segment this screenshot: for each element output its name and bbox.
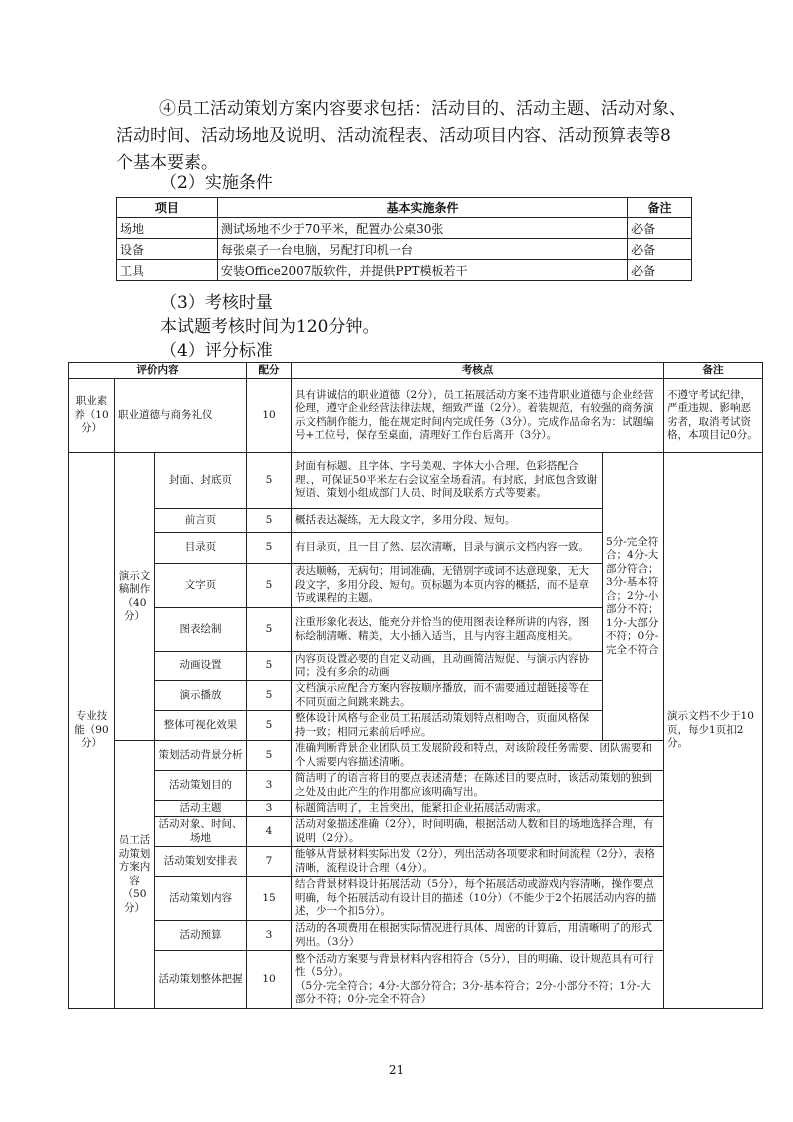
- item-score: 3: [247, 921, 292, 951]
- item-note: 演示文档不少于10页，每少1页扣2分。: [664, 453, 763, 1009]
- time-text: 本试题考核时间为120分钟。: [160, 317, 380, 337]
- item-desc: 整体设计风格与企业员工拓展活动策划特点相吻合，页面风格保持一致；相同元素前后呼应。: [292, 711, 603, 741]
- table-row: [69, 453, 763, 509]
- item-desc: 具有讲诚信的职业道德（2分），员工拓展活动方案不违背职业道德与企业经营伦理，遵守企业经营法律法规，细致严谨（2分）。着装规范，有较强的商务演示文档制作能力，能在规定时间内完成任务（3分）。完成作品命名为：试题编号+工位号，保存至桌面，清理好工作台后离开（3分）。: [292, 379, 664, 453]
- table-header-row: [117, 198, 692, 218]
- section-heading-scoring: （4）评分标准: [160, 341, 273, 361]
- item-score: 3: [247, 801, 292, 817]
- column-header: 考核点: [292, 363, 664, 379]
- cond-note: 必备: [628, 260, 692, 281]
- column-header: 备注: [628, 198, 692, 218]
- item-score: 15: [247, 877, 292, 921]
- item-name: 活动对象、时间、场地: [155, 817, 247, 847]
- item-desc: 有目录页，且一目了然、层次清晰，目录与演示文档内容一致。: [292, 533, 603, 564]
- table-row: [69, 847, 763, 877]
- item-name: 活动策划安排表: [155, 847, 247, 877]
- intro-paragraph: ④员工活动策划方案内容要求包括：活动目的、活动主题、活动对象、活动时间、活动场地及说明、活动流程表、活动项目内容、活动预算表等8个基本要素。: [116, 99, 686, 173]
- item-desc: 注重形象化表达，能充分并恰当的使用图表诠释所讲的内容，图标绘制清晰、精美，大小插入适当，且与内容主题高度相关。: [292, 608, 603, 652]
- table-row: [69, 771, 763, 801]
- item-score: 5: [247, 453, 292, 509]
- group-label: 专业技能（90分）: [69, 453, 115, 1009]
- item-desc: 内容页设置必要的自定义动画，且动画简洁短促、与演示内容协同；没有多余的动画: [292, 652, 603, 681]
- item-name: 演示播放: [155, 681, 247, 711]
- section-heading-conditions: （2）实施条件: [160, 173, 273, 193]
- table-row: [69, 801, 763, 817]
- item-name: 前言页: [155, 509, 247, 533]
- item-score: 5: [247, 533, 292, 564]
- item-score: 5: [247, 564, 292, 608]
- cond-requirement: 安装Office2007版软件，并提供PPT模板若干: [217, 260, 627, 281]
- item-desc: [292, 951, 664, 1009]
- item-desc: 能够从背景材料实际出发（2分），列出活动各项要求和时间流程（2分），表格清晰，流程设计合理（4分）。: [292, 847, 664, 877]
- item-name: 文字页: [155, 564, 247, 608]
- item-desc: 概括表达凝练，无大段文字，多用分段、短句。: [292, 509, 603, 533]
- item-score: 4: [247, 817, 292, 847]
- item-desc-main: 整个活动方案要与背景材料内容相符合（5分），目的明确、设计规范具有可行性（5分）。: [295, 952, 654, 978]
- item-score: 5: [247, 608, 292, 652]
- table-header-row: [69, 363, 763, 379]
- item-name: 封面、封底页: [155, 453, 247, 509]
- item-score: 3: [247, 771, 292, 801]
- item-name: 整体可视化效果: [155, 711, 247, 741]
- grade-scale: 5分-完全符合；4分-大部分符合；3分-基本符合；2分-小部分不符；1分-大部分不符；0分-完全不符合: [603, 453, 664, 741]
- item-name: 活动策划目的: [155, 771, 247, 801]
- scoring-table: [68, 362, 763, 1009]
- item-name: 活动主题: [155, 801, 247, 817]
- item-name: 动画设置: [155, 652, 247, 681]
- table-row: [69, 951, 763, 1009]
- item-score: 5: [247, 681, 292, 711]
- item-score: 5: [247, 652, 292, 681]
- table-row: [69, 817, 763, 847]
- item-desc: 表达顺畅，无病句；用词准确，无错别字或词不达意现象，无大段文字，多用分段、短句。页标题为本页内容的概括，而不是章节或课程的主题。: [292, 564, 603, 608]
- item-name: 策划活动背景分析: [155, 741, 247, 771]
- cond-note: 必备: [628, 239, 692, 260]
- item-desc: 简洁明了的语言将目的要点表述清楚；在陈述目的要点时，该活动策划的独到之处及由此产生的作用都应该明确写出。: [292, 771, 664, 801]
- cond-requirement: 测试场地不少于70平米，配置办公桌30张: [217, 218, 627, 239]
- item-desc: 标题简洁明了，主旨突出，能紧扣企业拓展活动需求。: [292, 801, 664, 817]
- table-row: [69, 877, 763, 921]
- column-header: 基本实施条件: [217, 198, 627, 218]
- item-desc: 封面有标题、且字体、字号美观、字体大小合理、色彩搭配合理、，可保证50平米左右会议室全场看清。有封底，封底包含致谢短语、策划小组成部门人员、时间及联系方式等要素。: [292, 453, 603, 509]
- item-desc-scale: （5分-完全符合；4分-大部分符合；3分-基本符合；2分-小部分不符；1分-大部分不符；0分-完全不符合）: [295, 979, 651, 1005]
- subgroup-label: 员工活动策划方案内容（50分）: [115, 741, 155, 1009]
- table-row: [69, 921, 763, 951]
- item-name: 目录页: [155, 533, 247, 564]
- table-row: [117, 239, 692, 260]
- item-desc: 活动对象描述准确（2分），时间明确，根据活动人数和目的场地选择合理，有说明（2分）。: [292, 817, 664, 847]
- item-name: 活动策划整体把握: [155, 951, 247, 1009]
- page-number: 21: [388, 1063, 405, 1077]
- item-score: 7: [247, 847, 292, 877]
- column-header: 备注: [664, 363, 763, 379]
- cond-item: 场地: [117, 218, 218, 239]
- item-score: 5: [247, 741, 292, 771]
- cond-note: 必备: [628, 218, 692, 239]
- item-name: 图表绘制: [155, 608, 247, 652]
- item-name: 职业道德与商务礼仪: [115, 379, 247, 453]
- item-score: 5: [247, 509, 292, 533]
- item-name: 活动预算: [155, 921, 247, 951]
- item-score: 10: [247, 951, 292, 1009]
- column-header: 项目: [117, 198, 218, 218]
- cond-requirement: 每张桌子一台电脑，另配打印机一台: [217, 239, 627, 260]
- subgroup-label: 演示文稿制作（40分）: [115, 453, 155, 741]
- table-row: [69, 379, 763, 453]
- section-heading-time: （3）考核时量: [160, 293, 273, 313]
- column-header: 配分: [247, 363, 292, 379]
- table-row: [117, 260, 692, 281]
- column-header: 评价内容: [69, 363, 247, 379]
- item-desc: 文档演示应配合方案内容按顺序播放，而不需要通过超链接等在不同页面之间跳来跳去。: [292, 681, 603, 711]
- item-name: 活动策划内容: [155, 877, 247, 921]
- group-label: 职业素养（10分）: [69, 379, 115, 453]
- conditions-table: [116, 197, 692, 281]
- item-desc: 结合背景材料设计拓展活动（5分），每个拓展活动或游戏内容清晰，操作要点明确，每个拓展活动有设计目的描述（10分）（不能少于2个拓展活动内容的描述，少一个扣5分）。: [292, 877, 664, 921]
- cond-item: 设备: [117, 239, 218, 260]
- item-desc: 活动的各项费用在根据实际情况进行具体、周密的计算后，用清晰明了的形式列出。（3分）: [292, 921, 664, 951]
- item-desc: 准确判断背景企业团队员工发展阶段和特点，对该阶段任务需要、团队需要和个人需要内容描述清晰。: [292, 741, 664, 771]
- table-row: [117, 218, 692, 239]
- cond-item: 工具: [117, 260, 218, 281]
- table-row: [69, 741, 763, 771]
- item-score: 10: [247, 379, 292, 453]
- item-score: 5: [247, 711, 292, 741]
- item-note: 不遵守考试纪律，严重违规、影响恶劣者，取消考试资格，本项目记0分。: [664, 379, 763, 453]
